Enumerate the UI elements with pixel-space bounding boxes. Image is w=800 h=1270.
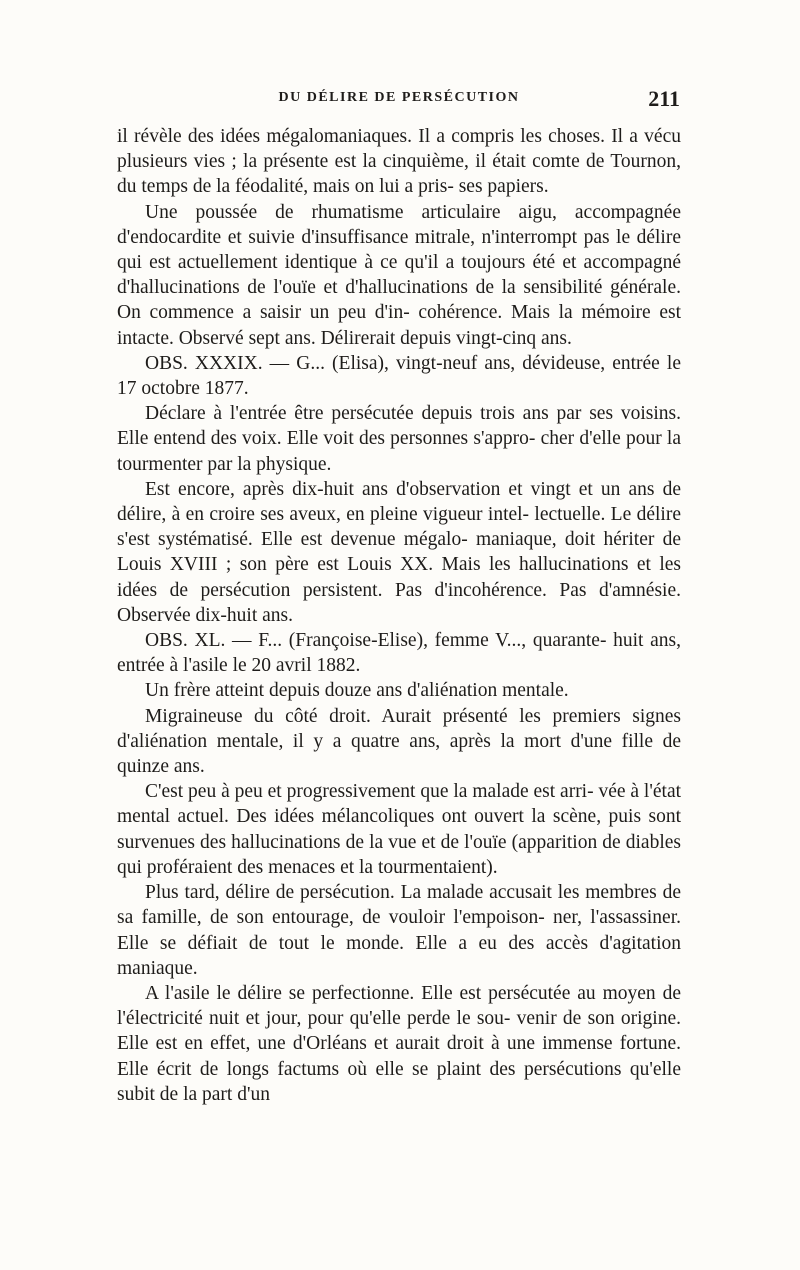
paragraph-obs-xxxix-heading: OBS. XXXIX. — G... (Elisa), vingt-neuf ans, dévideuse, entrée le 17 octobre 1877. xyxy=(117,352,681,400)
body-text xyxy=(117,124,681,1107)
paragraph-progressivement: C'est peu à peu et progressivement que la malade est arri- vée à l'état mental actuel. Des idées mélancoliques ont ouvert la scène, puis sont survenues des hallucinations de la vue et de l'ouïe (apparition de diables qui proféraient des menaces et la tourmentaient). xyxy=(117,781,682,878)
paragraph-continuation: il révèle des idées mégalomaniaques. Il a compris les choses. Il a vécu plusieurs vies ; la présente est la cinquième, il était comte de Tournon, du temps de la féodalité, mais on lui a pris- ses papiers. xyxy=(117,126,681,198)
paragraph-persecutee: Déclare à l'entrée être persécutée depuis trois ans par ses voisins. Elle entend des voix. Elle voit des personnes s'appro- cher d'elle pour la tourmenter par la physique. xyxy=(117,403,681,475)
paragraph-plus-tard: Plus tard, délire de persécution. La malade accusait les membres de sa famille, de son entourage, de vouloir l'empoison- ner, l'assassiner. Elle se défiait de tout le monde. Elle a eu des accès d'agitation maniaque. xyxy=(117,882,681,979)
paragraph-frere: Un frère atteint depuis douze ans d'aliénation mentale. xyxy=(145,680,569,702)
paragraph-migraineuse: Migraineuse du côté droit. Aurait présenté les premiers signes d'aliénation mentale, il y a quatre ans, après la mort d'une fille de quinze ans. xyxy=(117,705,681,778)
paragraph-rhumatisme: Une poussée de rhumatisme articulaire aigu, accompagnée d'endocardite et suivie d'insuffisance mitrale, n'interrompt pas le délire qui est actuellement identique à ce qu'il a toujours été et accompagné d'hallucinations de l'ouïe et d'hallucinations de la sensibilité générale. On commence a saisir un peu d'in- cohérence. Mais la mémoire est intacte. Observé sept ans. Délirerait depuis vingt-cinq ans. xyxy=(117,201,681,349)
running-head: DU DÉLIRE DE PERSÉCUTION xyxy=(278,90,520,105)
page-header xyxy=(118,86,680,114)
paragraph-obs-xl-heading: OBS. XL. — F... (Françoise-Elise), femme V..., quarante- huit ans, entrée à l'asile le 20 avril 1882. xyxy=(117,630,681,677)
paragraph-dix-huit-ans: Est encore, après dix-huit ans d'observation et vingt et un ans de délire, à en croire ses aveux, en pleine vigueur intel- lectuelle. Le délire s'est systématisé. Elle est devenue mégalo- maniaque, doit hériter de Louis XVIII ; son père est Louis XX. Mais les hallucinations et les idées de persécution persistent. Pas d'incohérence. Pas d'amnésie. Observée dix-huit ans. xyxy=(117,478,681,626)
page-number: 211 xyxy=(648,86,680,111)
paragraph-asile: A l'asile le délire se perfectionne. Elle est persécutée au moyen de l'électricité nuit et jour, pour qu'elle perde le sou- venir de son origine. Elle est en effet, une d'Orléans et aurait droit à une immense fortune. Elle écrit de longs factums où elle se plaint des persécutions qu'elle subit de la part d'un xyxy=(117,982,681,1105)
